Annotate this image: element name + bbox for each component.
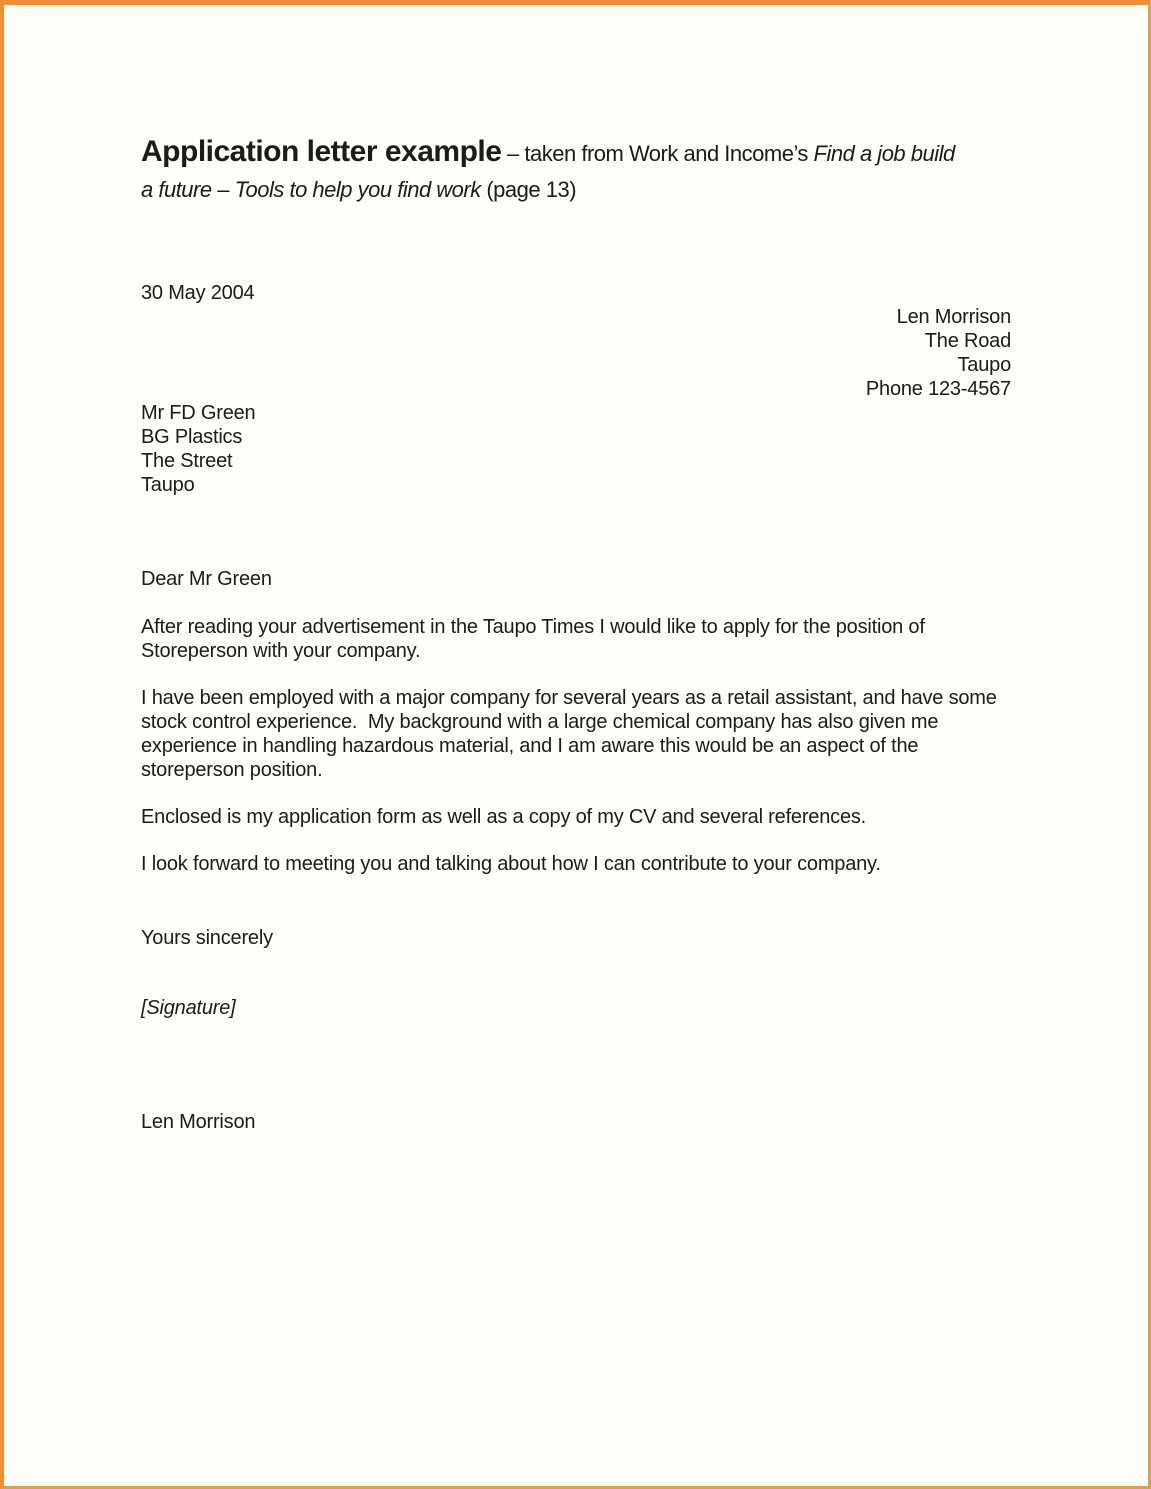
title-booklet-name-part2: a future – Tools to help you find work bbox=[141, 177, 487, 202]
body-paragraph: After reading your advertisement in the Taupo Times I would like to apply for the position of Storeperson with your company. bbox=[141, 616, 931, 662]
body-paragraph: I have been employed with a major company for several years as a retail assistant, and have some stock control experience. My background with a large chemical company has also given me experience in handling hazardous material, and I am aware this would be an aspect of the storeperson position. bbox=[141, 687, 1003, 781]
sender-address-line: The Road bbox=[924, 330, 1011, 352]
recipient-address-line: BG Plastics bbox=[141, 426, 243, 448]
sender-address-line: Taupo bbox=[957, 354, 1011, 376]
recipient-address-line: Taupo bbox=[141, 474, 195, 496]
letter-title-block bbox=[141, 135, 1011, 209]
title-source-text: – taken from Work and Income’s bbox=[501, 141, 814, 166]
body-paragraph: Enclosed is my application form as well as a copy of my CV and several references. bbox=[141, 806, 867, 828]
date-line: 30 May 2004 bbox=[141, 282, 255, 304]
closing: Yours sincerely bbox=[141, 927, 273, 949]
title-main: Application letter example bbox=[141, 135, 502, 168]
sender-address bbox=[141, 305, 1011, 401]
title-booklet-name-part1: Find a job build bbox=[813, 141, 955, 166]
recipient-address-line: Mr FD Green bbox=[141, 402, 256, 424]
recipient-address-line: The Street bbox=[141, 450, 233, 472]
salutation: Dear Mr Green bbox=[141, 568, 272, 590]
letter-content bbox=[4, 135, 1148, 1134]
body-paragraph: I look forward to meeting you and talking about how I can contribute to your company. bbox=[141, 853, 881, 875]
signature-name: Len Morrison bbox=[141, 1111, 256, 1133]
signature-placeholder: [Signature] bbox=[141, 997, 236, 1019]
title-line-1 bbox=[141, 135, 1011, 173]
title-line-2 bbox=[141, 173, 1011, 209]
sender-address-line: Phone 123-4567 bbox=[865, 378, 1011, 400]
sender-address-line: Len Morrison bbox=[896, 306, 1011, 328]
title-page-ref: (page 13) bbox=[486, 177, 577, 202]
recipient-address bbox=[141, 401, 1011, 497]
